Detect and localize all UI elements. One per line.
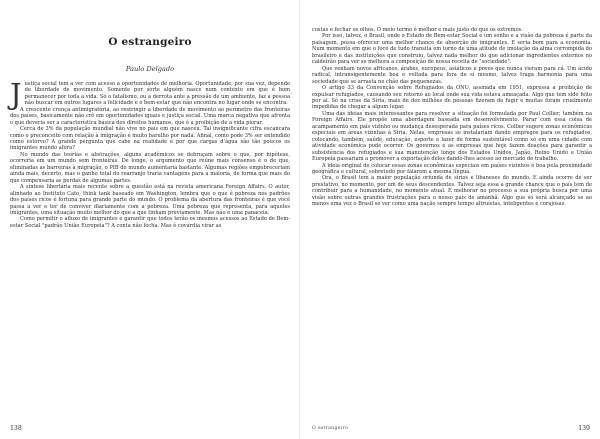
page-number: 139	[578, 425, 590, 432]
paragraph: A síntese libertária mais recente sobre a questão está na revista americana Foreign Affairs. O autor, alinhado ao Instituto Cato, think tank baseado em Washington, lembra que o que é pobreza nos padrões dos países ricos é fortuna para grande parte do mundo. O problema da abertura das fronteiras é que você passa a ver e ter de conviver diariamente com a pobreza. Uma pobreza que representa, para aqueles imigrantes, uma situação muito melhor do que a que tinham previamente. Mas não é uma panaceia.	[10, 184, 290, 216]
paragraph: A crescente crença antimigratória, ao restringir a liberdade de movimento ao perímetro das fronteiras dos países, basicamente não crê em oportunidades iguais e justiça social. Uma marca negativa que afronta o que deveria ser a característica básica dos direitos humanos, que é a proibição de a vida piorar.	[10, 106, 290, 126]
chapter-author: Paulo Delgado	[125, 65, 175, 74]
running-footer: O estrangeiro	[312, 426, 349, 431]
paragraph: Por isso, talvez, o Brasil, onde o Estado de Bem-estar Social é um sonho e a visão da pobreza é parte da paisagem, possa oferecer uma melhor chance de absorção de imigrantes. E seria bom para a economia. Num momento em que o foco de tudo transita em torno de uma atitude de imolação da alma corrompida do brasileiro e das instituições que construiu, talvez nada melhor do que adicionar ingredientes externos no caldeirão para ver se melhora a composição de nossa receita de "sociedade".	[312, 33, 592, 66]
paragraph: A ideia original de colocar essas zonas econômicas especiais em países vizinhos é boa pela proximidade geográfica e cultural, sobretudo por falarem a mesma língua.	[312, 162, 592, 175]
paragraph: Uma das ideias mais interessantes para resolver a situação foi formulada por Paul Collier, também na Foreign Affairs. Ele propõe uma abordagem baseada em desenvolvimento. Parar com essa coisa de acampamento em país vizinho ou mudança desesperada para países ricos. Collier sugere zonas econômicas especiais em áreas vizinhas à Síria. Nelas, empresas se instalariam dando empregos para os refugiados, colocando, também, saúde, educação, esporte e lazer de forma sustentável como só em uma cidade com atividade econômica pode ocorrer. Os governos e as empresas que hoje fazem doações para garantir a subsistência dos refugiados e sua manutenção longe dos Estados Unidos, Japão, Reino Unido e União Europeia passariam a promover a exportação deles dando-lhes acesso ao mercado de trabalho.	[312, 110, 592, 163]
drop-cap: J	[10, 76, 22, 111]
paragraph: O artigo 33 da Convenção sobre Refugiados da ONU, assinada em 1951, expressa a proibição de expulsar refugiados, causando seu retorno ao local onde sua vida estava ameaçada. Algo que tem sido feito por aí. Só na crise da Síria, mais de dez milhões de pessoas fizeram de fugir e muitas foram cruelmente impedidas de chegar a algum lugar.	[312, 85, 592, 111]
paragraph: Cerca de 3% da população mundial não vive no país em que nasceu. Tal insignificante cifra escancara como o preconceito com relação à imigração é muito barulho por nada. Afinal, como pode 3% ser entendido como estorvo? A grande pergunta que cabe na realidade é por que cargas d'água são tão poucos os imigrantes mundo afora?	[10, 126, 290, 152]
left-page-body	[10, 27, 290, 229]
paragraph: No mundo das teorias e abstrações, alguns acadêmicos se debruçam sobre o que, por hipótese, ocorreria em um mundo sem fronteiras. De longe, o argumento que reúne mais consenso é o de que, eliminadas as barreiras à migração, o PIB do mundo aumentaria bastante. Algumas regiões empobreceriam ainda mais, decerto, mas o ganho total do rearranjo traria vantagens para a maioria, de forma que mais do que compensaria as perdas de algumas partes.	[10, 151, 290, 184]
paragraph: Como permitir o afluxo de imigrantes e garantir que todos terão os mesmos acessos ao Estado de Bem-estar Social "padrão União Europeia"? A conta não fecha. Mas é covardia virar as	[10, 216, 290, 229]
paragraph	[10, 76, 290, 111]
paragraph-text: ustiça social tem a ver com acesso a oportunidades de melhoria. Oportunidade, por sua vez, depende de liberdade de movimento. Somente por sorte alguém nasce num contexto em que é bom permanecer por toda a vida. Só o fatalismo, ou a derrota ante a pressão de um ambiente, faz a pessoa não buscar em outros lugares a felicidade e o bem-estar que não encontra no lugar onde se encontra.	[24, 80, 290, 107]
right-page-body	[312, 27, 592, 208]
chapter-title: O estrangeiro	[108, 36, 192, 48]
page-number: 138	[10, 425, 22, 432]
right-page	[300, 0, 600, 439]
paragraph: Que venham novos africanos, árabes, europeus, asiáticos e povos que nunca vieram para cá. Um ácido radical, intransigentemente boa e voltada para fora de si mesmo, talvez traga harmonia para uma sociedade que se arrasta no chão das pequenezas.	[312, 65, 592, 85]
paragraph: Ora, o Brasil tem a maior população oriunda de sírios e libaneses do mundo. E ainda ocorre de ser prestativo, no momento, por um de seus descendentes. Talvez seja essa a grande chance que o país tem de contribuir para a humanidade, no momento atual. E melhorar no processo a sua própria busca por uma visão sobre outras grandes frustrações para o nosso país de amanhã. Algo que só será alcançado se ao menos uma vez o Brasil se ver como uma nação sempre tempo altruístas, inteligentes e corajosas.	[312, 175, 592, 208]
paragraph: costas e fechar os olhos. O meio termo é melhor e mais justo do que os extremos.	[312, 27, 523, 33]
